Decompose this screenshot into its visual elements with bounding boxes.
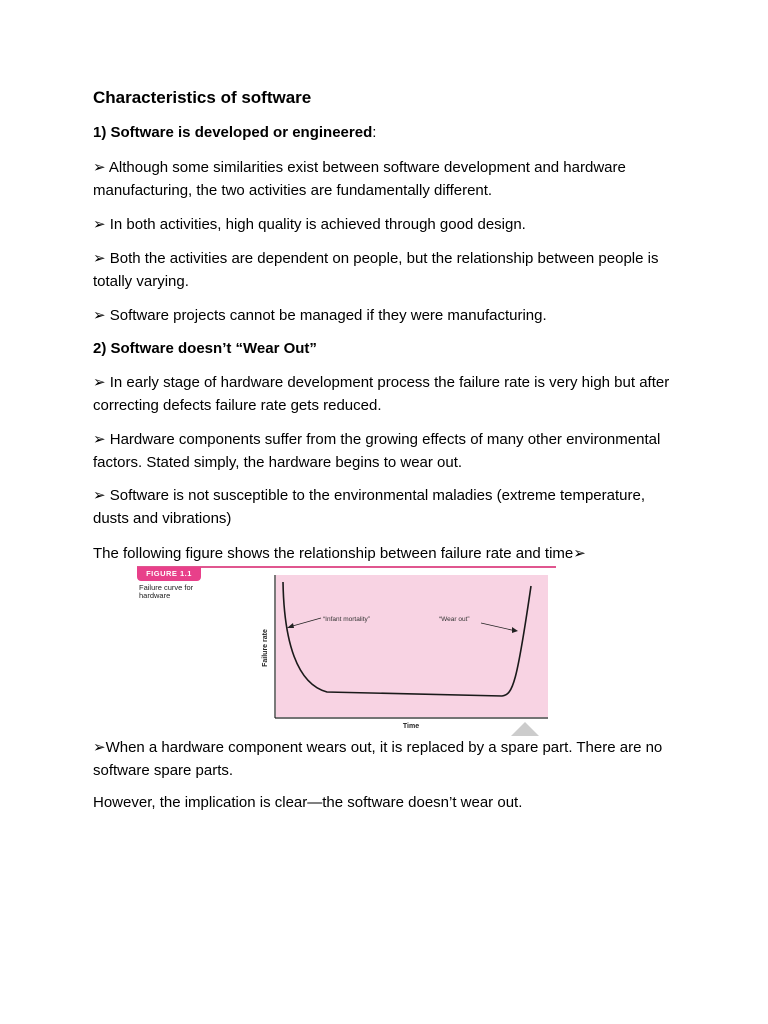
section2-point-3: ➢ Software is not susceptible to the environmental maladies (extreme temperature, dusts and vibrations) — [93, 487, 645, 527]
section1-point-2: ➢ In both activities, high quality is achieved through good design. — [93, 216, 526, 233]
failure-curve-figure — [137, 562, 601, 738]
section1-heading-colon: : — [372, 124, 377, 141]
after-figure-paragraph-2: However, the implication is clear—the software doesn’t wear out. — [93, 794, 523, 811]
y-axis-label: Failure rate — [262, 629, 269, 667]
section1-point-4: ➢ Software projects cannot be managed if they were manufacturing. — [93, 307, 547, 324]
section1-heading-text: 1) Software is developed or engineered — [93, 124, 373, 141]
figure-badge: FIGURE 1.1 — [137, 567, 201, 581]
plot-background — [276, 575, 548, 717]
section2-point-1: ➢ In early stage of hardware development process the failure rate is very high but after correcting defects failure rate gets reduced. — [93, 374, 670, 414]
section1-heading — [93, 124, 376, 141]
section1-point-1: ➢ Although some similarities exist between software development and hardware manufacturing, the two activities are fundamentally different. — [93, 159, 626, 199]
section1-point-3: ➢ Both the activities are dependent on people, but the relationship between people is totally varying. — [93, 250, 659, 290]
section2-heading: 2) Software doesn’t “Wear Out” — [93, 340, 317, 357]
figure-corner-triangle — [511, 722, 539, 736]
figure-caption: Failure curve for hardware — [139, 583, 194, 600]
after-figure-paragraph-1: ➢When a hardware component wears out, it is replaced by a spare part. There are no software spare parts. — [93, 739, 663, 779]
page-title: Characteristics of software — [93, 88, 312, 107]
figure-intro: The following figure shows the relationship between failure rate and time➢ — [93, 545, 586, 562]
annotation-infant-mortality: “Infant mortality” — [323, 616, 370, 623]
x-axis-label: Time — [402, 723, 420, 730]
section2-point-2: ➢ Hardware components suffer from the growing effects of many other environmental factors. Stated simply, the hardware begins to wear out. — [93, 431, 661, 471]
annotation-wear-out: “Wear out” — [439, 616, 470, 623]
failure-curve-chart — [137, 562, 601, 738]
